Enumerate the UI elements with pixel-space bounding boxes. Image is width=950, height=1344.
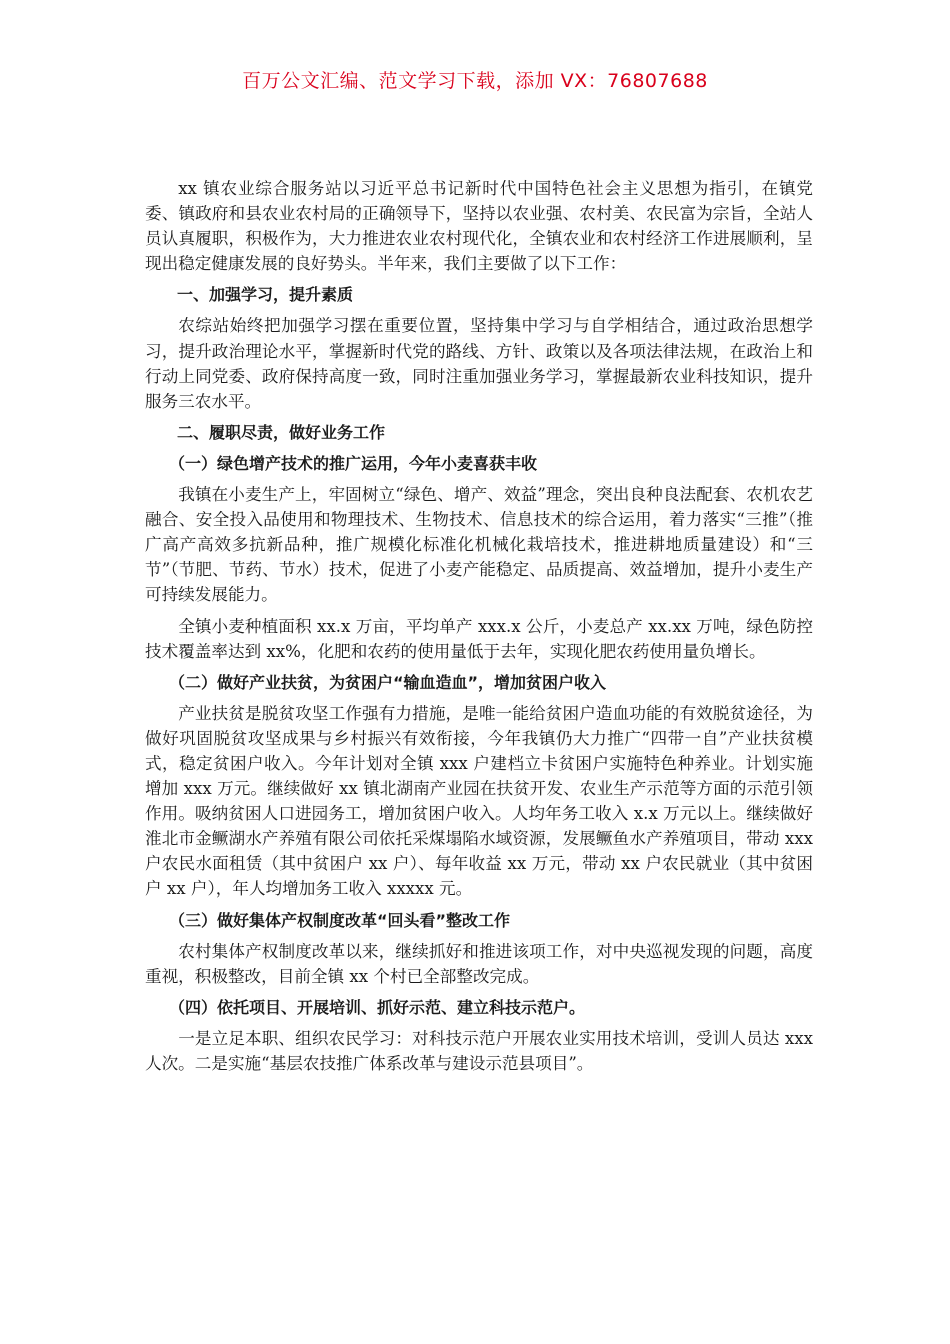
intro-paragraph: xx 镇农业综合服务站以习近平总书记新时代中国特色社会主义思想为指引，在镇党委、镇政府和县农业农村局的正确领导下，坚持以农业强、农村美、农民富为宗旨，全站人员认真履职，积极作为，大力推进农业农村现代化，全镇农业和农村经济工作进展顺利，呈现出稳定健康发展的良好势头。半年来，我们主要做了以下工作：	[145, 179, 813, 274]
section-heading-2: 二、履职尽责，做好业务工作	[177, 422, 386, 442]
subsection-2-paragraph: 产业扶贫是脱贫攻坚工作强有力措施，是唯一能给贫困户造血功能的有效脱贫途径，为做好巩固脱贫攻坚成果与乡村振兴有效衔接，今年我镇仍大力推广“四带一自”产业扶贫模式，稳定贫困户收入。今年计划对全镇 xxx 户建档立卡贫困户实施特色种养业。计划实施增加 xxx 万元。继续做好 xx 镇北湖南产业园在扶贫开发、农业生产示范等方面的示范引领作用。吸纳贫困人口进园务工，增加贫困户收入。人均年务工收入 x.x 万元以上。继续做好淮北市金鳜湖水产养殖有限公司依托采煤塌陷水域资源，发展鳜鱼水产养殖项目，带动 xxx 户农民水面租赁（其中贫困户 xx 户）、每年收益 xx 万元，带动 xx 户农民就业（其中贫困户 xx 户），年人均增加务工收入 xxxxx 元。	[145, 703, 813, 899]
subsection-heading-3: （三）做好集体产权制度改革“回头看”整改工作	[169, 910, 511, 930]
subsection-1-paragraph-1: 我镇在小麦生产上，牢固树立“绿色、增产、效益”理念，突出良种良法配套、农机农艺融合、安全投入品使用和物理技术、生物技术、信息技术的综合运用，着力落实“三推”（推广高产高效多抗新品种，推广规模化标准化机械化栽培技术，推进耕地质量建设）和“三节”（节肥、节药、节水）技术，促进了小麦产能稳定、品质提高、效益增加，提升小麦生产可持续发展能力。	[145, 485, 813, 605]
section-heading-1: 一、加强学习，提升素质	[177, 285, 354, 305]
subsection-heading-1: （一）绿色增产技术的推广运用，今年小麦喜获丰收	[169, 453, 538, 473]
subsection-heading-4: （四）依托项目、开展培训、抓好示范、建立科技示范户。	[169, 997, 586, 1017]
subsection-3-paragraph: 农村集体产权制度改革以来，继续抓好和推进该项工作，对中央巡视发现的问题，高度重视，积极整改，目前全镇 xx 个村已全部整改完成。	[145, 941, 813, 986]
document-body	[145, 176, 813, 1082]
subsection-4-paragraph: 一是立足本职、组织农民学习：对科技示范户开展农业实用技术培训，受训人员达 xxx 人次。二是实施“基层农技推广体系改革与建设示范县项目”。	[145, 1028, 813, 1073]
subsection-1-paragraph-2: 全镇小麦种植面积 xx.x 万亩，平均单产 xxx.x 公斤，小麦总产 xx.xx 万吨，绿色防控技术覆盖率达到 xx%，化肥和农药的使用量低于去年，实现化肥农药使用量负增长。	[145, 616, 813, 661]
subsection-heading-2: （二）做好产业扶贫，为贫困户“输血造血”，增加贫困户收入	[169, 672, 607, 692]
header-banner: 百万公文汇编、范文学习下载，添加 VX：76807688	[242, 70, 708, 92]
section-1-paragraph: 农综站始终把加强学习摆在重要位置，坚持集中学习与自学相结合，通过政治思想学习，提升政治理论水平，掌握新时代党的路线、方针、政策以及各项法律法规，在政治上和行动上同党委、政府保持高度一致，同时注重加强业务学习，掌握最新农业科技知识，提升服务三农水平。	[145, 316, 813, 411]
